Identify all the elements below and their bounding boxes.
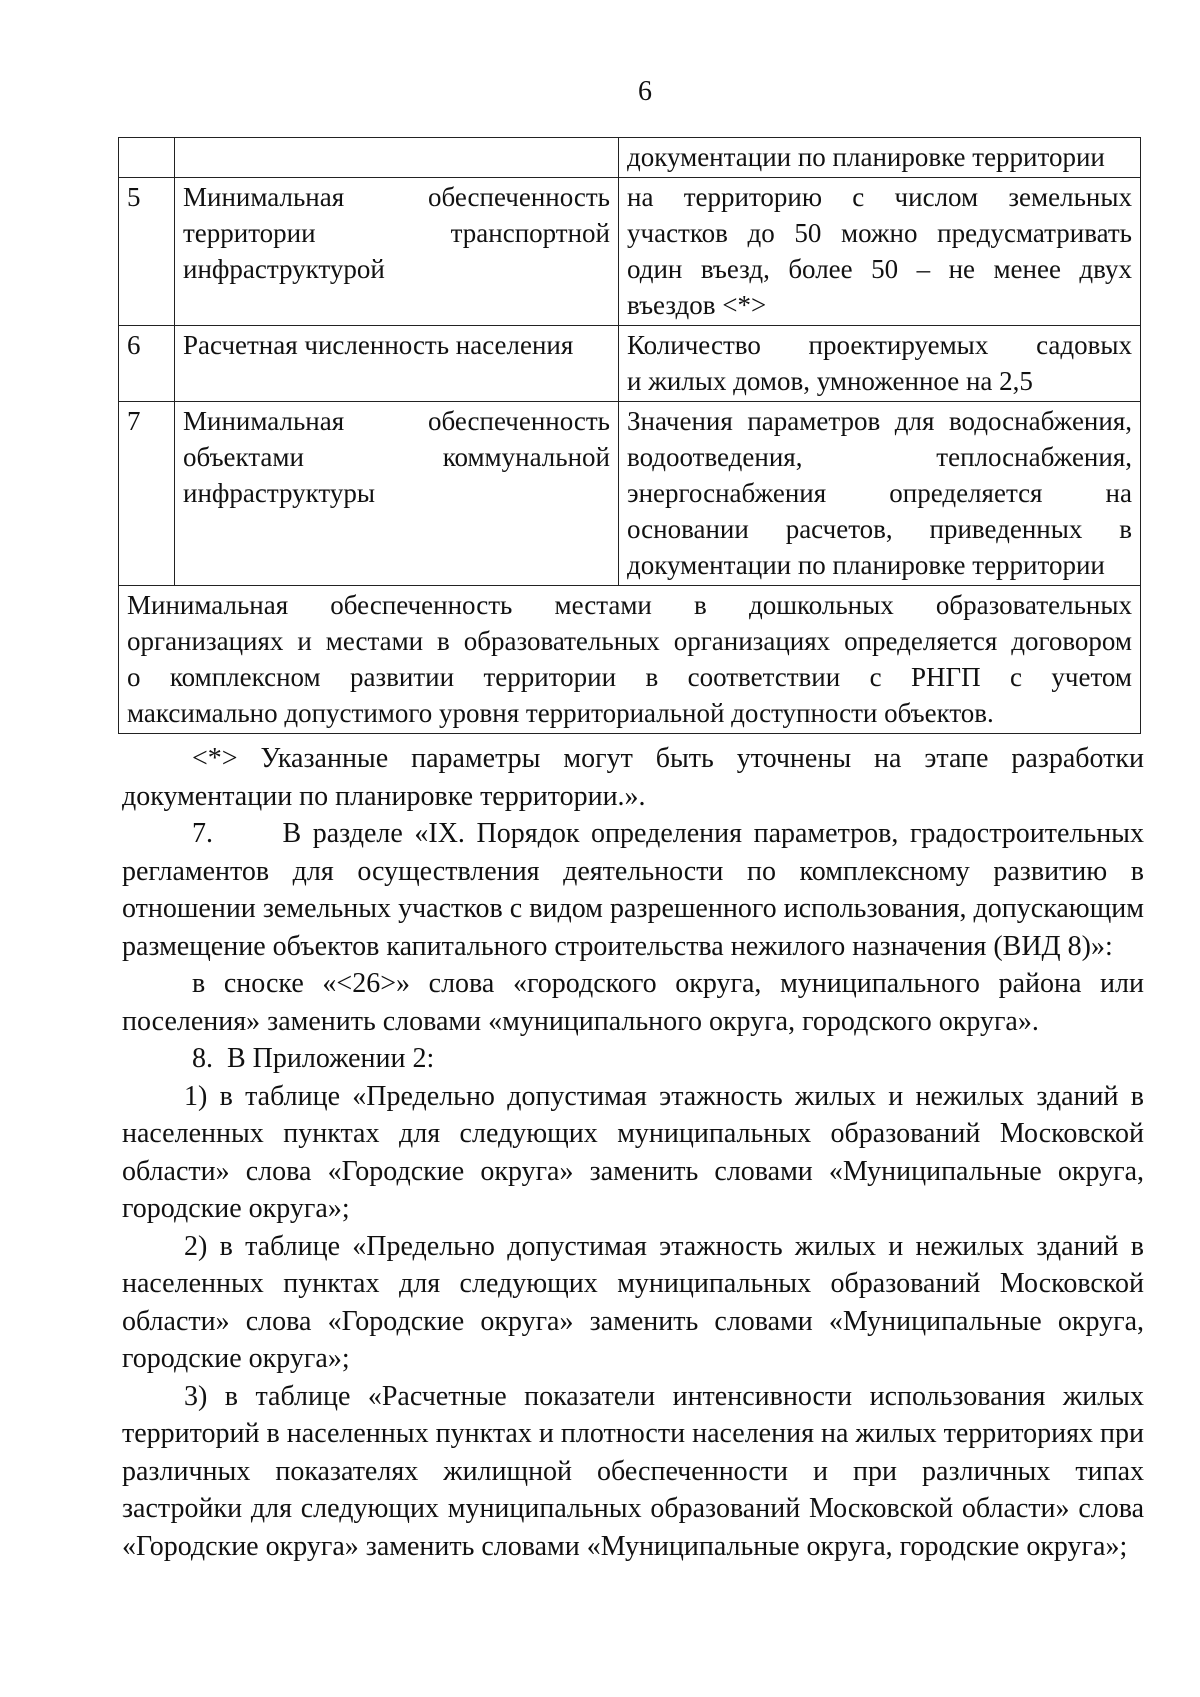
row-value-cell <box>619 326 1141 402</box>
table-row <box>119 178 1141 326</box>
row-value-cell <box>619 402 1141 586</box>
table-row-continuation <box>119 138 1141 178</box>
parameters-table <box>118 137 1141 734</box>
row-value-line: документации по планировке территории <box>627 142 1105 172</box>
table-note-line: о комплексном развитии территории в соответствии с РНГП с учетом <box>127 662 1132 692</box>
row-value-line: водоотведения, теплоснабжения, <box>627 442 1132 472</box>
row-name-cell <box>175 178 619 326</box>
row-number-cell <box>119 138 175 178</box>
row-number: 6 <box>119 326 175 402</box>
row-value-line: участков до 50 можно предусматривать <box>627 218 1132 248</box>
page-number: 6 <box>638 76 652 107</box>
table-note-row <box>119 586 1141 734</box>
paragraph-footnote-replacement: в сноске «<26>» слова «городского округа, муниципального района или поселения» заменить словами «муниципального округа, городского округа». <box>122 968 1144 1037</box>
footnote-paragraph: <*> Указанные параметры могут быть уточнены на этапе разработки документации по планировке территории.». <box>122 743 1144 812</box>
row-name-line: инфраструктурой <box>183 254 385 284</box>
row-name-line: Расчетная численность населения <box>183 330 574 360</box>
paragraph-item-8: 8. В Приложении 2: <box>192 1043 435 1074</box>
paragraph-subitem-1: 1) в таблице «Предельно допустимая этажность жилых и нежилых зданий в населенных пунктах для следующих муниципальных образований Московской области» слова «Городские округа» заменить словами «Муниципальные округа, городские округа»; <box>122 1080 1144 1224</box>
row-value-cell <box>619 138 1141 178</box>
table-row <box>119 402 1141 586</box>
row-value-line: Количество проектируемых садовых <box>627 330 1132 360</box>
row-value-line: энергоснабжения определяется на <box>627 478 1132 508</box>
table-note-cell <box>119 586 1141 734</box>
paragraph-item-7: 7. В разделе «IX. Порядок определения параметров, градостроительных регламентов для осуществления деятельности по комплексному развитию в отношении земельных участков с видом разрешенного использования, допускающим размещение объектов капитального строительства нежилого назначения (ВИД 8)»: <box>122 818 1151 962</box>
row-name-line: Минимальная обеспеченность <box>183 406 610 436</box>
row-name-cell <box>175 138 619 178</box>
row-name-line: инфраструктуры <box>183 478 375 508</box>
row-value-line: один въезд, более 50 – не менее двух <box>627 254 1132 284</box>
body-text <box>122 740 1151 1565</box>
paragraph-subitem-3: 3) в таблице «Расчетные показатели интенсивности использования жилых территорий в населенных пунктах и плотности населения на жилых территориях при различных показателях жилищной обеспеченности и при различных типах застройки для следующих муниципальных образований Московской области» слова «Городские округа» заменить словами «Муниципальные округа, городские округа»; <box>122 1380 1144 1562</box>
row-value-cell <box>619 178 1141 326</box>
table-note-line: организациях и местами в образовательных организациях определяется договором <box>127 626 1132 656</box>
row-value-line: Значения параметров для водоснабжения, <box>627 406 1132 436</box>
row-value-line: документации по планировке территории <box>627 550 1105 580</box>
table-note-line: максимально допустимого уровня территориальной доступности объектов. <box>127 698 994 728</box>
row-name-line: объектами коммунальной <box>183 442 610 472</box>
row-value-line: въездов <*> <box>627 290 767 320</box>
row-value-line: основании расчетов, приведенных в <box>627 514 1132 544</box>
row-value-line: и жилых домов, умноженное на 2,5 <box>627 366 1033 396</box>
row-name-cell <box>175 402 619 586</box>
row-name-line: территории транспортной <box>183 218 610 248</box>
row-name-line: Минимальная обеспеченность <box>183 182 610 212</box>
paragraph-subitem-2: 2) в таблице «Предельно допустимая этажность жилых и нежилых зданий в населенных пунктах для следующих муниципальных образований Московской области» слова «Городские округа» заменить словами «Муниципальные округа, городские округа»; <box>122 1230 1144 1374</box>
row-value-line: на территорию с числом земельных <box>627 182 1132 212</box>
row-number: 5 <box>119 178 175 326</box>
table-row <box>119 326 1141 402</box>
row-number: 7 <box>119 402 175 586</box>
table-note-line: Минимальная обеспеченность местами в дошкольных образовательных <box>127 590 1132 620</box>
row-name-cell <box>175 326 619 402</box>
